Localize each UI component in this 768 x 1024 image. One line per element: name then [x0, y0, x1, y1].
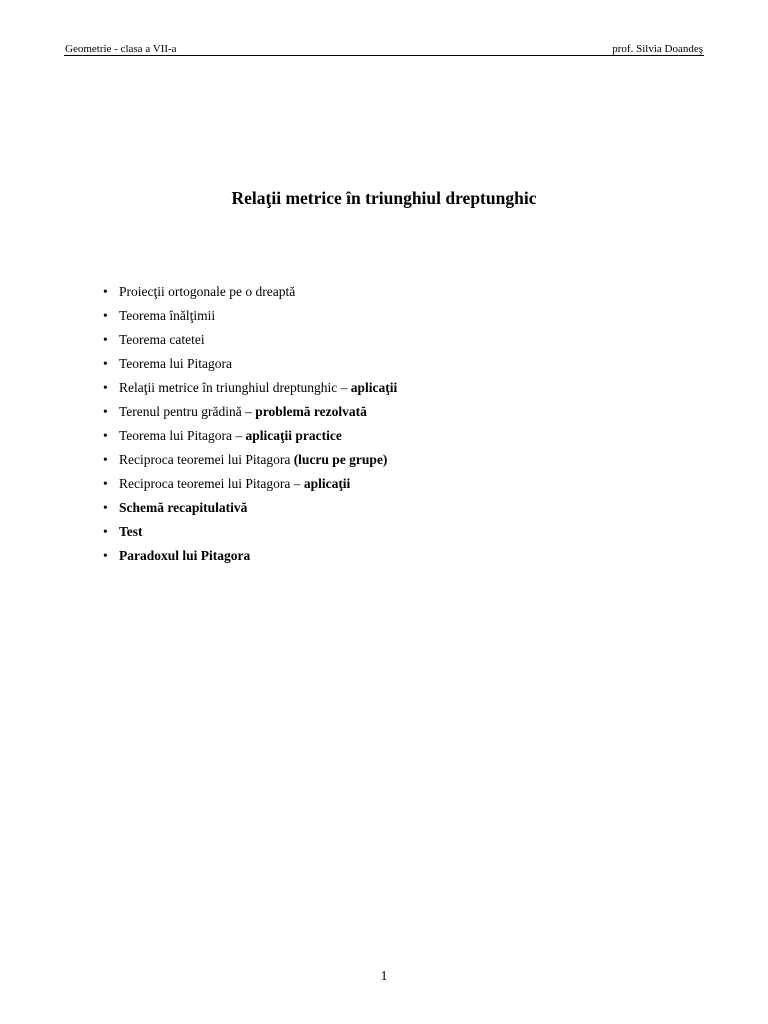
bullet-icon: • [103, 332, 108, 347]
bullet-icon: • [103, 356, 108, 371]
header-author-label: prof. Silvia Doandeş [612, 43, 703, 55]
topics-list [103, 280, 397, 568]
page-number: 1 [380, 968, 388, 983]
item-text: Teorema lui Pitagora – [119, 428, 246, 443]
bullet-icon: • [103, 404, 108, 419]
item-text: Proiecţii ortogonale pe o dreaptă [119, 284, 296, 299]
item-bold-text: aplicaţii [303, 476, 351, 491]
item-text: Relaţii metrice în triunghiul dreptunghic – [119, 380, 351, 395]
bullet-icon: • [103, 524, 108, 539]
item-bold-text: Paradoxul lui Pitagora [119, 548, 251, 563]
bullet-icon: • [103, 500, 108, 515]
item-bold-text: Schemă recapitulativă [119, 500, 248, 515]
list-item [103, 304, 397, 328]
list-item [103, 328, 397, 352]
header-course-label: Geometrie - clasa a VII-a [65, 43, 177, 55]
item-bold-text: problemă rezolvată [255, 404, 367, 419]
item-bold-text: (lucru pe grupe) [293, 452, 388, 467]
item-bold-text: aplicaţii practice [245, 428, 342, 443]
bullet-icon: • [103, 284, 108, 299]
item-text: Teorema catetei [119, 332, 205, 347]
bullet-icon: • [103, 380, 108, 395]
bullet-icon: • [103, 452, 108, 467]
document-title: Relaţii metrice în triunghiul dreptunghic [231, 188, 537, 208]
item-text: Reciproca teoremei lui Pitagora [119, 452, 294, 467]
list-item [103, 424, 397, 448]
page-header [64, 43, 704, 56]
bullet-icon: • [103, 308, 108, 323]
list-item [103, 496, 397, 520]
item-text: Teorema lui Pitagora [119, 356, 233, 371]
bullet-icon: • [103, 476, 108, 491]
item-bold-text: Test [119, 524, 143, 539]
list-item [103, 280, 397, 304]
list-item [103, 544, 397, 568]
bullet-icon: • [103, 428, 108, 443]
list-item [103, 520, 397, 544]
list-item [103, 472, 397, 496]
item-bold-text: aplicaţii [350, 380, 398, 395]
list-item [103, 400, 397, 424]
list-item [103, 352, 397, 376]
list-item [103, 376, 397, 400]
item-text: Reciproca teoremei lui Pitagora – [119, 476, 304, 491]
item-text: Teorema înălţimii [119, 308, 216, 323]
list-item [103, 448, 397, 472]
item-text: Terenul pentru grădină – [119, 404, 256, 419]
bullet-icon: • [103, 548, 108, 563]
